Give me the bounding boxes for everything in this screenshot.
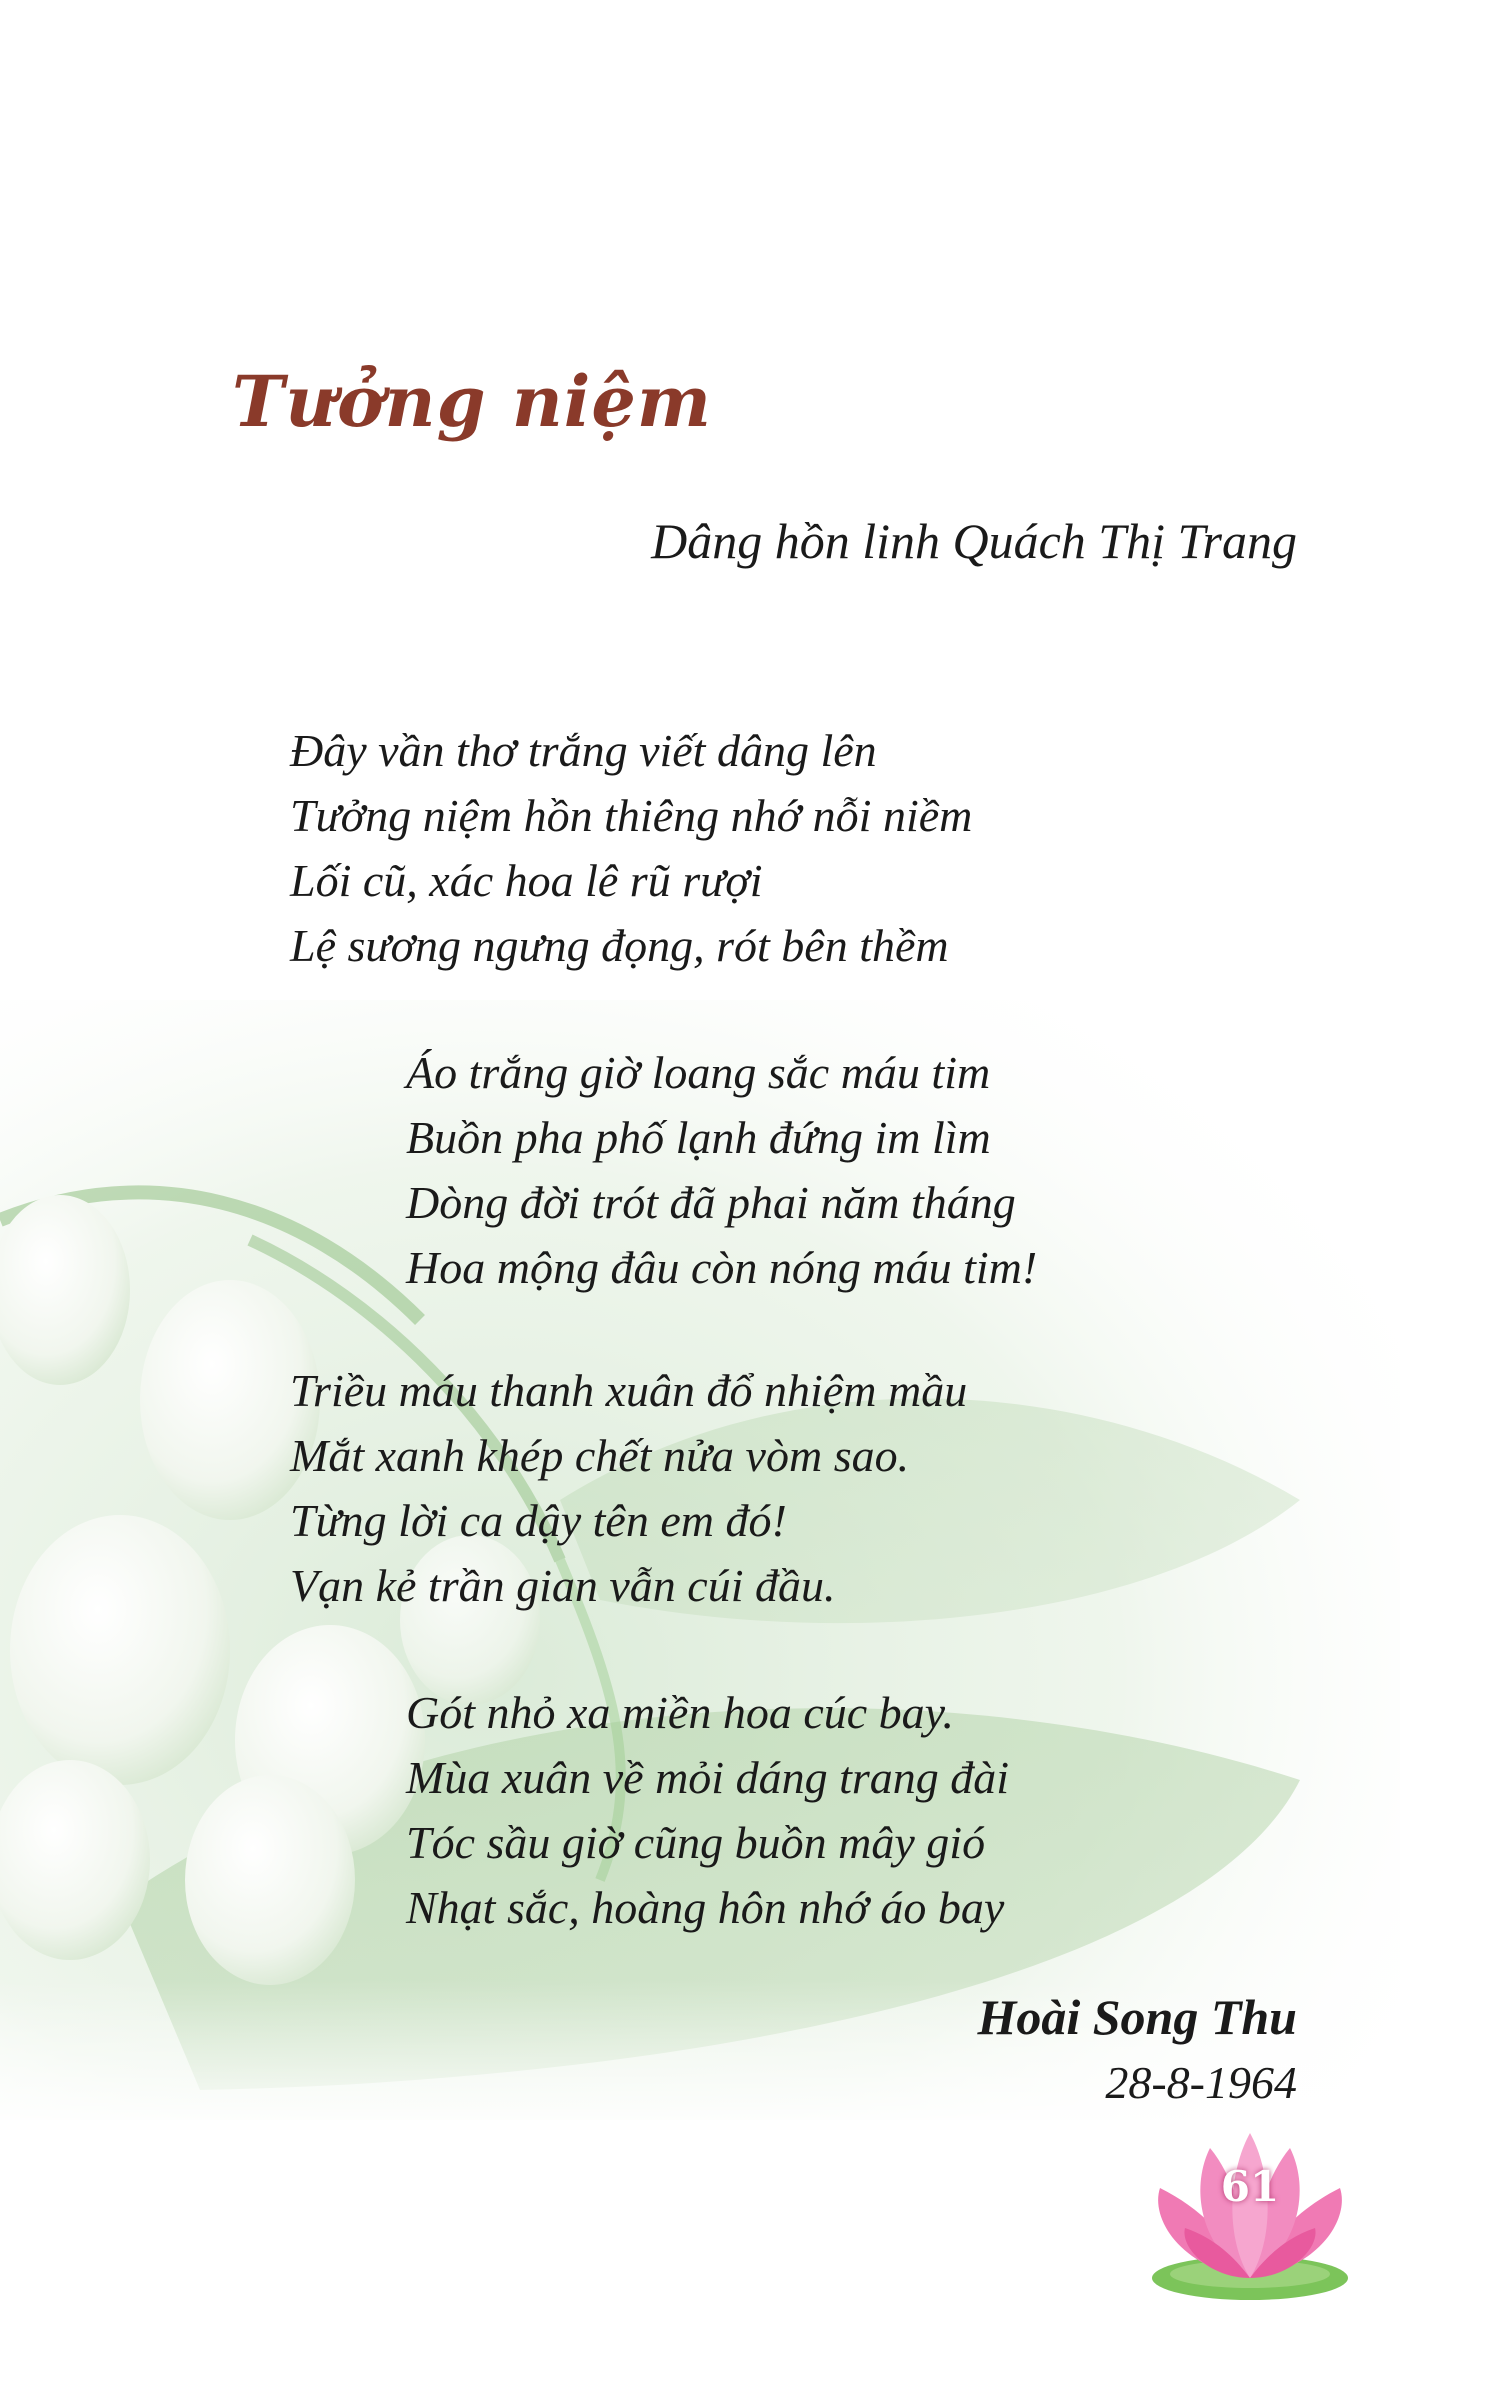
verse-line: Tóc sầu giờ cũng buồn mây gió	[406, 1817, 986, 1868]
verse-line: Triều máu thanh xuân đổ nhiệm mầu	[290, 1365, 968, 1416]
poem-title: Tưởng niệm	[232, 360, 712, 443]
poem-author: Hoài Song Thu	[977, 1989, 1297, 2045]
verse-line: Áo trắng giờ loang sắc máu tim	[406, 1047, 991, 1098]
lotus-icon	[1140, 2128, 1360, 2308]
verse-line: Mắt xanh khép chết nửa vòm sao.	[290, 1430, 910, 1481]
verse-line: Từng lời ca dậy tên em đó!	[290, 1495, 787, 1546]
verse-line: Gót nhỏ xa miền hoa cúc bay.	[406, 1687, 955, 1738]
stanza-1	[290, 718, 972, 978]
stanza-2	[406, 1040, 1037, 1300]
verse-line: Vạn kẻ trần gian vẫn cúi đầu.	[290, 1560, 836, 1611]
verse-line: Tưởng niệm hồn thiêng nhớ nỗi niềm	[290, 790, 973, 841]
verse-line: Hoa mộng đâu còn nóng máu tim!	[406, 1242, 1038, 1293]
verse-line: Nhạt sắc, hoàng hôn nhớ áo bay	[406, 1882, 1005, 1933]
poem-dedication: Dâng hồn linh Quách Thị Trang	[651, 513, 1297, 569]
verse-line: Đây vần thơ trắng viết dâng lên	[290, 725, 877, 776]
page-number: 61	[1220, 2162, 1280, 2211]
stanza-4	[406, 1680, 1009, 1940]
verse-line: Mùa xuân về mỏi dáng trang đài	[406, 1752, 1010, 1803]
verse-line: Buồn pha phố lạnh đứng im lìm	[406, 1112, 991, 1163]
poem-date: 28-8-1964	[1105, 2057, 1297, 2108]
verse-line: Lối cũ, xác hoa lê rũ rượi	[290, 855, 763, 906]
verse-line: Dòng đời trót đã phai năm tháng	[406, 1177, 1016, 1228]
stanza-3	[290, 1358, 967, 1618]
verse-line: Lệ sương ngưng đọng, rót bên thềm	[290, 920, 949, 971]
